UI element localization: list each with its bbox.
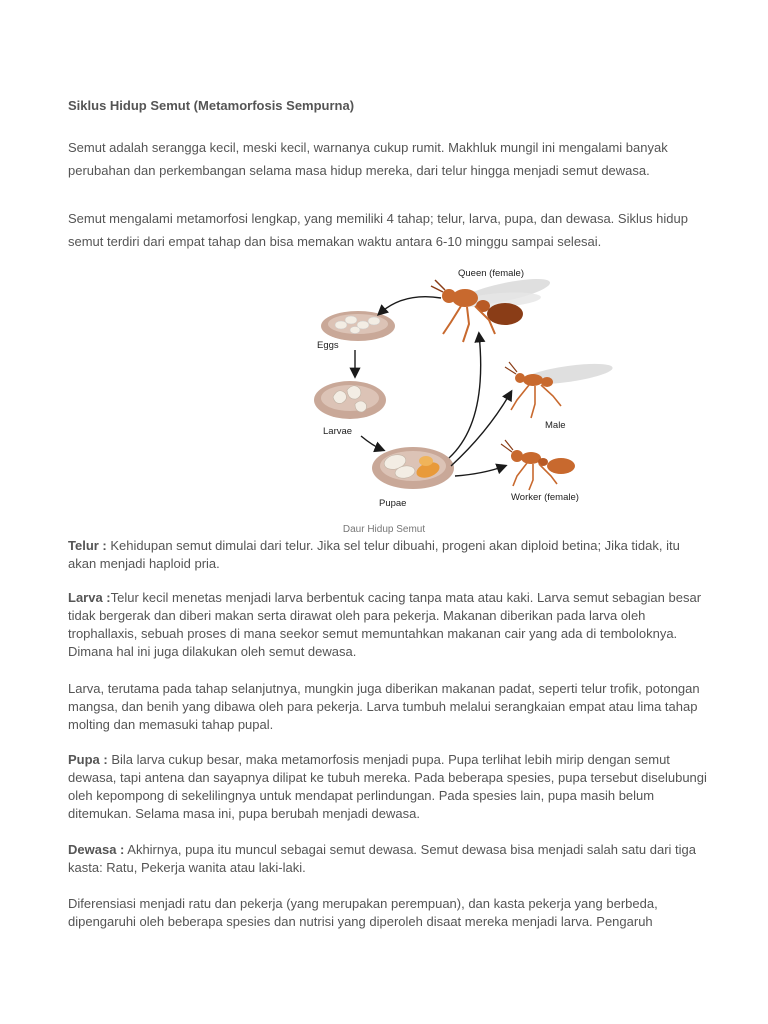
ant-life-cycle-figure — [243, 262, 579, 512]
section-text: Larva, terutama pada tahap selanjutnya, mungkin juga diberikan makanan padat, seperti telur trofik, potongan mangsa, dan benih yang dibawa oleh para pekerja. Larva tumbuh melalui serangkaian empat atau lima tahap molting dan memasuki tahap pupal. — [68, 681, 700, 732]
label-pupae: Pupae — [379, 498, 407, 509]
ant-life-cycle-diagram — [243, 262, 579, 512]
label-male: Male — [545, 420, 566, 431]
arrow-pupae-to-male — [451, 392, 511, 466]
larvae-nest-icon — [314, 381, 386, 419]
eggs-nest-icon — [321, 311, 395, 341]
section-text: Akhirnya, pupa itu muncul sebagai semut dewasa. Semut dewasa bisa menjadi salah satu dari tiga kasta: Ratu, Pekerja wanita atau laki-laki. — [68, 842, 696, 875]
section-label: Larva : — [68, 590, 111, 605]
section-dewasa — [68, 841, 708, 877]
label-eggs: Eggs — [317, 340, 339, 351]
arrow-queen-to-eggs — [379, 297, 441, 314]
figure-caption: Daur Hidup Semut — [342, 524, 426, 535]
queen-ant-icon — [431, 274, 552, 342]
arrow-pupae-to-queen — [449, 334, 481, 458]
label-larvae: Larvae — [323, 426, 353, 437]
section-telur — [68, 537, 708, 573]
section-diferensiasi — [68, 895, 708, 931]
section-larva — [68, 589, 708, 661]
section-text: Kehidupan semut dimulai dari telur. Jika sel telur dibuahi, progeni akan diploid betina; Jika tidak, itu akan menjadi haploid pria. — [68, 538, 680, 571]
section-label: Dewasa : — [68, 842, 125, 857]
section-label: Pupa : — [68, 752, 108, 767]
intro-paragraph-2: Semut mengalami metamorfosi lengkap, yang memiliki 4 tahap; telur, larva, pupa, dan dewasa. Siklus hidup semut terdiri dari empat tahap dan bisa memakan waktu antara 6-10 minggu sampai selesai. — [68, 211, 688, 249]
section-pupa — [68, 751, 708, 823]
arrow-larvae-to-pupae — [361, 436, 383, 450]
section-larva-continued — [68, 680, 708, 734]
worker-ant-icon — [501, 440, 575, 490]
section-text: Diferensiasi menjadi ratu dan pekerja (yang merupakan perempuan), dan kasta pekerja yang berbeda, dipengaruhi oleh beberapa spesies dan nutrisi yang diperoleh disaat mereka menjadi larva. Pengaruh — [68, 896, 658, 929]
arrow-pupae-to-worker — [455, 466, 505, 476]
page-title: Siklus Hidup Semut (Metamorfosis Sempurna) — [68, 98, 355, 113]
intro-paragraph-1: Semut adalah serangga kecil, meski kecil, warnanya cukup rumit. Makhluk mungil ini mengalami banyak perubahan dan perkembangan selama masa hidup mereka, dari telur hingga menjadi semut dewasa. — [68, 140, 668, 178]
section-label: Telur : — [68, 538, 107, 553]
label-worker: Worker (female) — [511, 492, 579, 503]
label-queen: Queen (female) — [458, 268, 525, 279]
pupae-nest-icon — [372, 447, 454, 489]
section-text: Bila larva cukup besar, maka metamorfosis menjadi pupa. Pupa terlihat lebih mirip dengan semut dewasa, tapi antena dan sayapnya dilipat ke tubuh mereka. Pada beberapa spesies, pupa tersebut diselubungi oleh kepompong di sekelilingnya untuk mendapat perlindungan. Pada spesies lain, pupa masih belum ditemukan. Selama masa ini, pupa berubah menjadi dewasa. — [68, 752, 707, 821]
section-text: Telur kecil menetas menjadi larva berbentuk cacing tanpa mata atau kaki. Larva semut sebagian besar tidak bergerak dan diberi makan serta dirawat oleh para pekerja. Makanan diberikan pada larva oleh trophallaxis, sebuah proses di mana seekor semut memuntahkan makanan cair yang ada di temboloknya. Dimana hal ini juga dilakukan oleh semut dewasa. — [68, 590, 702, 659]
male-ant-icon — [505, 360, 614, 418]
